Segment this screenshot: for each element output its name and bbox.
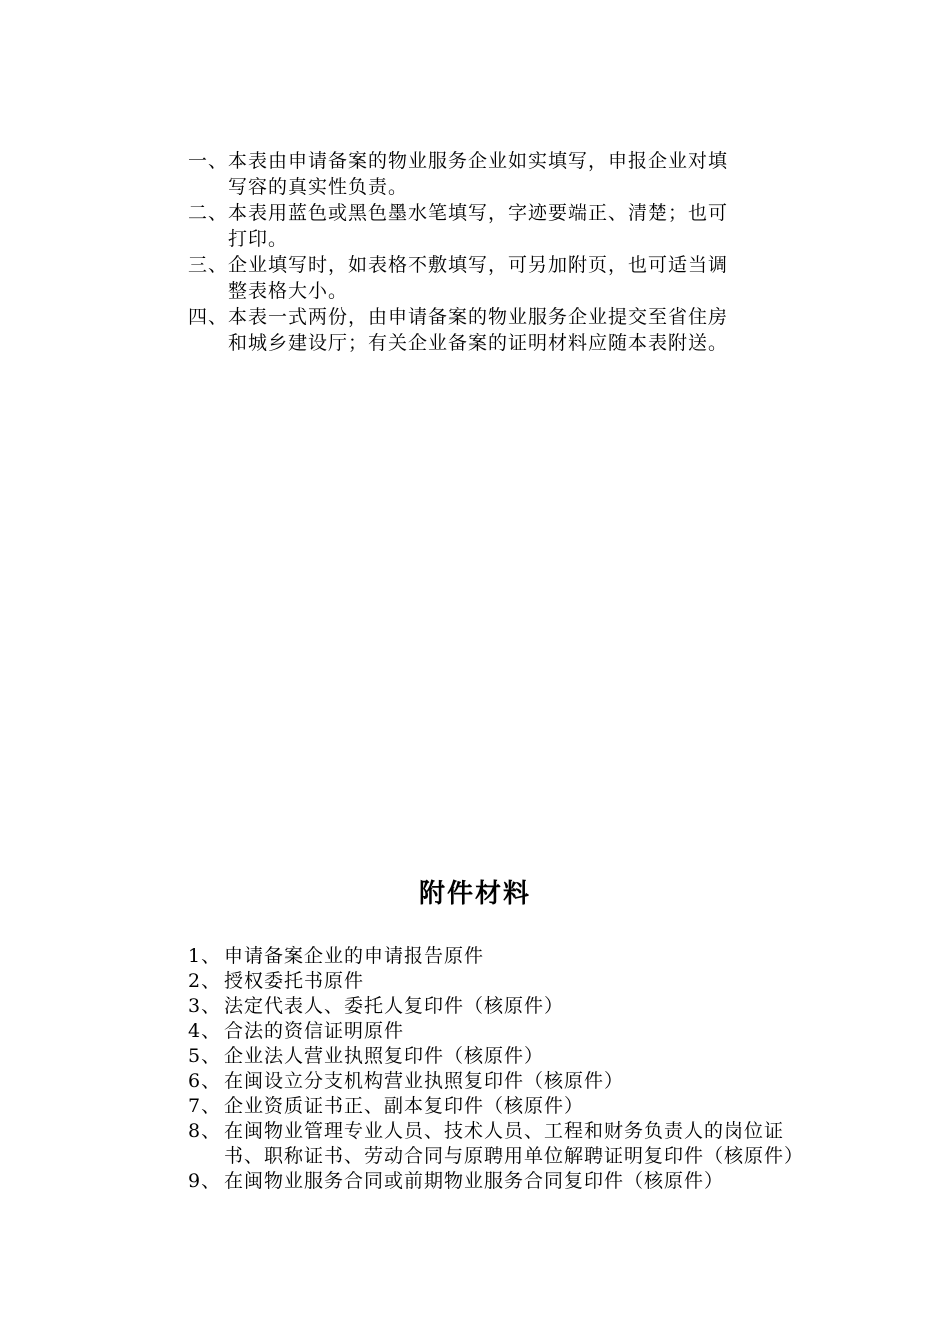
attachments-title: 附件材料 [418, 879, 531, 909]
attachment-item [188, 944, 818, 969]
instruction-marker: 四、 [188, 306, 229, 328]
attachments-list [188, 944, 818, 1194]
attachment-text: 企业法人营业执照复印件（核原件） [224, 1045, 545, 1067]
attachment-text: 在闽物业管理专业人员、技术人员、工程和财务负责人的岗位证书、职称证书、劳动合同与原聘用单位解聘证明复印件（核原件） [224, 1120, 805, 1167]
instruction-item [188, 304, 748, 356]
instruction-text: 本表用蓝色或黑色墨水笔填写，字迹要端正、清楚；也可打印。 [228, 202, 729, 250]
attachment-text: 法定代表人、委托人复印件（核原件） [224, 995, 565, 1017]
attachment-item [188, 1094, 818, 1119]
instruction-item [188, 148, 748, 200]
instruction-marker: 二、 [188, 202, 229, 224]
attachment-number: 9、 [188, 1170, 222, 1192]
attachment-number: 5、 [188, 1045, 222, 1067]
instruction-text: 本表一式两份，由申请备案的物业服务企业提交至省住房和城乡建设厅；有关企业备案的证明材料应随本表附送。 [228, 306, 729, 354]
attachment-item [188, 1069, 818, 1094]
attachment-number: 7、 [188, 1095, 222, 1117]
instruction-marker: 一、 [188, 150, 229, 172]
instruction-marker: 三、 [188, 254, 229, 276]
attachment-text: 授权委托书原件 [224, 970, 365, 992]
instruction-text: 企业填写时，如表格不敷填写，可另加附页，也可适当调整表格大小。 [228, 254, 729, 302]
instruction-item [188, 200, 748, 252]
attachment-number: 2、 [188, 970, 222, 992]
attachment-item [188, 1044, 818, 1069]
attachment-text: 企业资质证书正、副本复印件（核原件） [224, 1095, 585, 1117]
attachment-text: 合法的资信证明原件 [224, 1020, 405, 1042]
attachment-text: 在闽物业服务合同或前期物业服务合同复印件（核原件） [224, 1170, 725, 1192]
attachment-number: 6、 [188, 1070, 222, 1092]
instruction-text: 本表由申请备案的物业服务企业如实填写，申报企业对填写容的真实性负责。 [228, 150, 729, 198]
attachment-item [188, 1019, 818, 1044]
attachment-item [188, 969, 818, 994]
attachment-number: 4、 [188, 1020, 222, 1042]
attachment-number: 1、 [188, 945, 222, 967]
attachment-item [188, 1169, 818, 1194]
attachment-number: 8、 [188, 1120, 222, 1142]
attachment-number: 3、 [188, 995, 222, 1017]
attachment-item [188, 1119, 818, 1169]
attachment-item [188, 994, 818, 1019]
instructions-list [188, 148, 748, 356]
attachment-text: 申请备案企业的申请报告原件 [224, 945, 485, 967]
instruction-item [188, 252, 748, 304]
attachment-text: 在闽设立分支机构营业执照复印件（核原件） [224, 1070, 625, 1092]
